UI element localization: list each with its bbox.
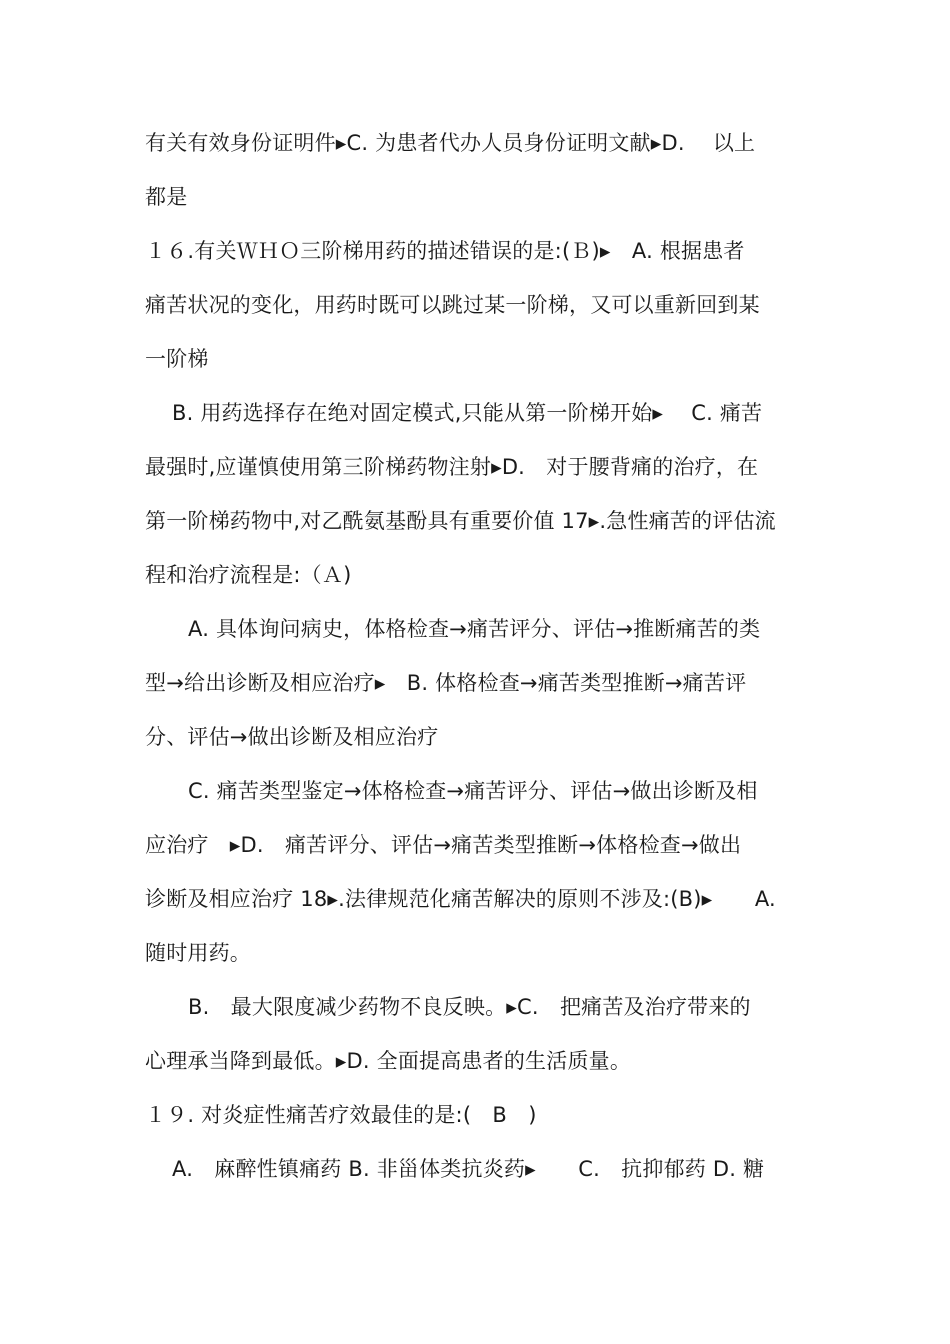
text-line: 型→给出诊断及相应治疗▸ B. 体格检查→痛苦类型推断→痛苦评 <box>145 671 747 695</box>
text-line: 有关有效身份证明件▸C. 为患者代办人员身份证明文献▸D. 以上 <box>145 131 756 155</box>
text-line: 诊断及相应治疗 18▸.法律规范化痛苦解决的原则不涉及:(B)▸ A. <box>145 887 776 911</box>
text-line: 随时用药。 <box>145 941 251 965</box>
text-line: １９. 对炎症性痛苦疗效最佳的是:( B ) <box>145 1103 537 1127</box>
text-line: A. 麻醉性镇痛药 B. 非甾体类抗炎药▸ C. 抗抑郁药 D. 糖 <box>172 1157 765 1181</box>
text-line: 都是 <box>145 185 188 209</box>
text-line: 一阶梯 <box>145 347 209 371</box>
text-line: C. 痛苦类型鉴定→体格检查→痛苦评分、评估→做出诊断及相 <box>188 779 758 803</box>
text-line: 分、评估→做出诊断及相应治疗 <box>145 725 439 749</box>
text-line: 程和治疗流程是:（Ａ) <box>145 563 352 587</box>
text-line: B. 最大限度减少药物不良反映。▸C. 把痛苦及治疗带来的 <box>188 995 751 1019</box>
text-line: 第一阶梯药物中,对乙酰氨基酚具有重要价值 17▸.急性痛苦的评估流 <box>145 509 776 533</box>
text-line: 心理承当降到最低。▸D. 全面提高患者的生活质量。 <box>145 1049 632 1073</box>
text-line: 痛苦状况的变化，用药时既可以跳过某一阶梯，又可以重新回到某 <box>145 293 760 317</box>
text-line: B. 用药选择存在绝对固定模式,只能从第一阶梯开始▸ C. 痛苦 <box>172 401 763 425</box>
text-line: １６.有关ＷＨＯ三阶梯用药的描述错误的是:(Ｂ)▸ A. 根据患者 <box>145 239 745 263</box>
text-line: 最强时,应谨慎使用第三阶梯药物注射▸D. 对于腰背痛的治疗，在 <box>145 455 759 479</box>
text-line: A. 具体询问病史，体格检查→痛苦评分、评估→推断痛苦的类 <box>188 617 761 641</box>
text-line: 应治疗 ▸D. 痛苦评分、评估→痛苦类型推断→体格检查→做出 <box>145 833 742 857</box>
